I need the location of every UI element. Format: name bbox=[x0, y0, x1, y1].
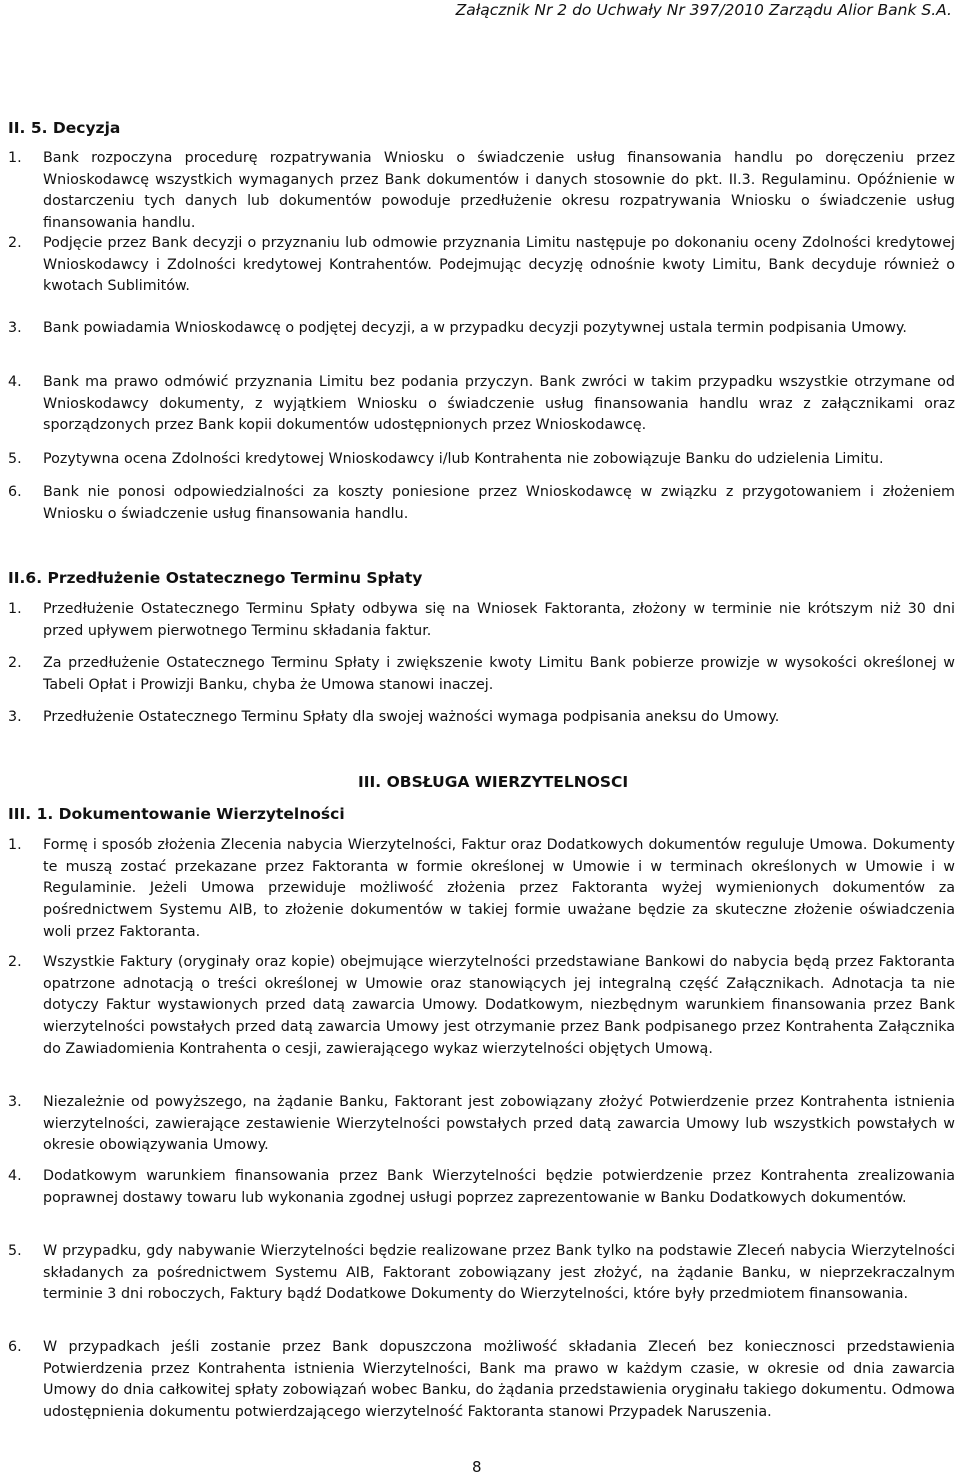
list-item bbox=[8, 952, 955, 1061]
item-text: Bank ma prawo odmówić przyznania Limitu bez podania przyczyn. Bank zwróci w takim przypadku wszystkie otrzymane od Wnioskodawcy dokumenty, z wyjątkiem Wniosku o świadczenie usług finansowania handlu wraz z załącznikami oraz sporządzonych przez Bank kopii dokumentów udostępnionych przez Wnioskodawcę. bbox=[43, 374, 955, 434]
item-number: 2. bbox=[8, 235, 22, 251]
document-header: Załącznik Nr 2 do Uchwały Nr 397/2010 Zarządu Alior Bank S.A. bbox=[455, 1, 952, 19]
item-text: Pozytywna ocena Zdolności kredytowej Wnioskodawcy i/lub Kontrahenta nie zobowiązuje Banku do udzielenia Limitu. bbox=[43, 451, 884, 467]
section-title-dokumentowanie: III. 1. Dokumentowanie Wierzytelności bbox=[8, 805, 345, 823]
item-text: Bank nie ponosi odpowiedzialności za koszty poniesione przez Wnioskodawcę w związku z przygotowaniem i złożeniem Wniosku o świadczenie usług finansowania handlu. bbox=[43, 484, 955, 522]
list-item bbox=[8, 1092, 955, 1157]
item-text: Przedłużenie Ostatecznego Terminu Spłaty dla swojej ważności wymaga podpisania aneksu do Umowy. bbox=[43, 709, 780, 725]
item-number: 1. bbox=[8, 150, 22, 166]
item-number: 3. bbox=[8, 1094, 22, 1110]
item-number: 2. bbox=[8, 655, 22, 671]
list-item bbox=[8, 449, 955, 471]
item-text: Za przedłużenie Ostatecznego Terminu Spłaty i zwiększenie kwoty Limitu Bank pobierze prowizje w wysokości określonej w Tabeli Opłat i Prowizji Banku, chyba że Umowa stanowi inaczej. bbox=[43, 655, 955, 693]
item-text: Formę i sposób złożenia Zlecenia nabycia Wierzytelności, Faktur oraz Dodatkowych dokumentów reguluje Umowa. Dokumenty te muszą zostać przekazane przez Faktoranta w formie określonej w Umowie i w terminach określonych w Umowie i w Regulaminie. Jeżeli Umowa przewiduje możliwość złożenia przez Faktoranta wyżej wymienionych dokumentów za pośrednictwem Systemu AIB, to złożenie dokumentów w takiej formie uważane będzie za skuteczne złożenie oświadczenia woli przez Faktoranta. bbox=[43, 837, 955, 940]
item-number: 4. bbox=[8, 374, 22, 390]
list-item bbox=[8, 233, 955, 298]
item-number: 6. bbox=[8, 484, 22, 500]
section-title-przedluzenie: II.6. Przedłużenie Ostatecznego Terminu Spłaty bbox=[8, 569, 423, 587]
item-text: Niezależnie od powyższego, na żądanie Banku, Faktorant jest zobowiązany złożyć Potwierdzenie przez Kontrahenta istnienia wierzytelności, zawierające zestawienie Wierzytelności powstałych przed datą zawarcia Umowy lub wszystkich powstałych w okresie obowiązywania Umowy. bbox=[43, 1094, 955, 1154]
item-number: 4. bbox=[8, 1168, 22, 1184]
item-number: 5. bbox=[8, 1243, 22, 1259]
list-item bbox=[8, 318, 955, 340]
item-text: Wszystkie Faktury (oryginały oraz kopie) obejmujące wierzytelności przedstawiane Bankowi do nabycia będą przez Faktoranta opatrzone adnotacją o treści określonej w Umowie oraz stanowiących jej integralną część Załącznikach. Adnotacja ta nie dotyczy Faktur wystawionych przed datą zawarcia Umowy. Dodatkowym, niezbędnym warunkiem finansowania przez Bank wierzytelności powstałych przed datą zawarcia Umowy jest otrzymanie przez Bank podpisanego przez Kontrahenta Załącznika do Zawiadomienia Kontrahenta o cesji, zawierającego wykaz wierzytelności objętych Umową. bbox=[43, 954, 955, 1057]
item-text: Bank rozpoczyna procedurę rozpatrywania Wniosku o świadczenie usług finansowania handlu po doręczeniu przez Wnioskodawcę wszystkich wymaganych przez Bank dokumentów i danych stosownie do pkt. II.3. Regulaminu. Opóźnienie w dostarczeniu tych danych lub dokumentów powoduje przedłużenie okresu rozpatrywania Wniosku o świadczenie usług finansowania handlu. bbox=[43, 150, 955, 232]
item-number: 1. bbox=[8, 601, 22, 617]
page-number: 8 bbox=[472, 1458, 482, 1476]
list-item bbox=[8, 707, 955, 729]
item-number: 5. bbox=[8, 451, 22, 467]
item-text: Dodatkowym warunkiem finansowania przez Bank Wierzytelności będzie potwierdzenie przez Kontrahenta zrealizowania poprawnej dostawy towaru lub wykonania zgodnej usługi poprzez zaprezentowanie w Banku Dodatkowych dokumentów. bbox=[43, 1168, 955, 1206]
item-number: 2. bbox=[8, 954, 22, 970]
item-text: W przypadkach jeśli zostanie przez Bank dopuszczona możliwość składania Zleceń bez koniecznosci przedstawienia Potwierdzenia przez Kontrahenta istnienia Wierzytelności, Bank ma prawo w każdym czasie, w okresie od dnia zawarcia Umowy do dnia całkowitej spłaty zobowiązań wobec Banku, do żądania przedstawienia oryginału takiego dokumentu. Odmowa udostępnienia dokumentu potwierdzającego wierzytelność Faktoranta stanowi Przypadek Naruszenia. bbox=[43, 1339, 955, 1421]
item-number: 3. bbox=[8, 709, 22, 725]
item-number: 1. bbox=[8, 837, 22, 853]
list-item bbox=[8, 372, 955, 437]
list-item bbox=[8, 1241, 955, 1306]
item-number: 6. bbox=[8, 1339, 22, 1355]
list-item bbox=[8, 1166, 955, 1209]
item-text: Podjęcie przez Bank decyzji o przyznaniu lub odmowie przyznania Limitu następuje po dokonaniu oceny Zdolności kredytowej Wnioskodawcy i Zdolności kredytowej Kontrahentów. Podejmując decyzję odnośnie kwoty Limitu, Bank decyduje również o kwotach Sublimitów. bbox=[43, 235, 955, 295]
list-item bbox=[8, 599, 955, 642]
list-item bbox=[8, 148, 955, 235]
list-item bbox=[8, 653, 955, 696]
chapter-heading: III. OBSŁUGA WIERZYTELNOSCI bbox=[358, 773, 629, 791]
item-text: W przypadku, gdy nabywanie Wierzytelności będzie realizowane przez Bank tylko na podstawie Zleceń nabycia Wierzytelności składanych za pośrednictwem Systemu AIB, Faktorant zobowiązany jest złożyć, na żądanie Banku, w nieprzekraczalnym terminie 3 dni roboczych, Faktury bądź Dodatkowe Dokumenty do Wierzytelności, które były przedmiotem finansowania. bbox=[43, 1243, 955, 1303]
list-item bbox=[8, 1337, 955, 1424]
section-title-decyzja: II. 5. Decyzja bbox=[8, 119, 121, 137]
item-number: 3. bbox=[8, 320, 22, 336]
list-item bbox=[8, 835, 955, 944]
list-item bbox=[8, 482, 955, 525]
item-text: Przedłużenie Ostatecznego Terminu Spłaty odbywa się na Wniosek Faktoranta, złożony w terminie nie krótszym niż 30 dni przed upływem pierwotnego Terminu składania faktur. bbox=[43, 601, 955, 639]
item-text: Bank powiadamia Wnioskodawcę o podjętej decyzji, a w przypadku decyzji pozytywnej ustala termin podpisania Umowy. bbox=[43, 320, 907, 336]
